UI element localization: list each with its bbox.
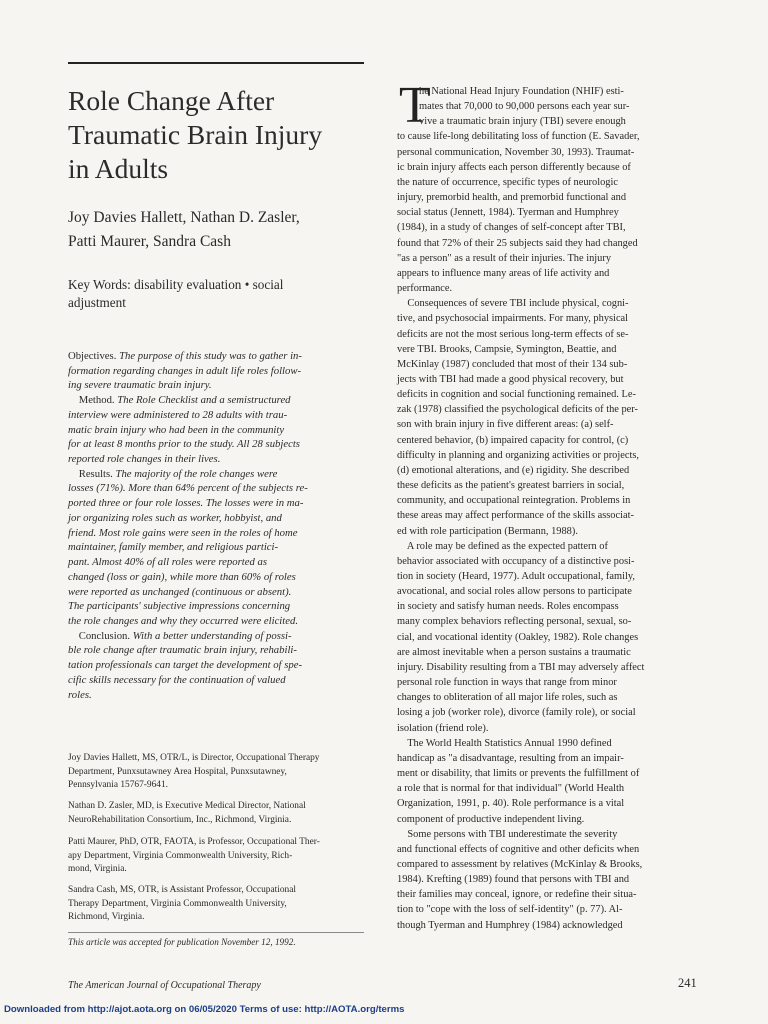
body-line: to cause life-long debilitating loss of function (E. Savader, [397, 131, 640, 143]
affiliation-cash [68, 884, 368, 925]
abstract-line: ported three or four role losses. The losses were in ma- [68, 497, 304, 510]
keywords-line: adjustment [68, 295, 126, 310]
affiliation-line: Joy Davies Hallett, MS, OTR/L, is Director, Occupational Therapy [68, 753, 320, 763]
accepted-note: This article was accepted for publication November 12, 1992. [68, 937, 296, 947]
body-line: appears to influence many areas of life activity and [397, 267, 610, 279]
affiliation-line: Nathan D. Zasler, MD, is Executive Medical Director, National [68, 801, 306, 811]
title-line: Role Change After [68, 85, 275, 116]
abstract-line: formation regarding changes in adult life roles follow- [68, 364, 302, 377]
drop-cap: T [399, 77, 431, 134]
body-line: centered behavior, (b) impaired capacity for control, (c) [397, 434, 629, 446]
body-line: behavior associated with occupancy of a distinctive posi- [397, 555, 635, 567]
body-line: Some persons with TBI underestimate the severity [397, 828, 618, 840]
author-line: Patti Maurer, Sandra Cash [68, 233, 231, 250]
keywords-line: Key Words: disability evaluation • social [68, 277, 284, 292]
abstract-line: were reported as unchanged (continuous or absent). [68, 585, 292, 598]
body-line: social status (Jennett, 1984). Tyerman and Humphrey [397, 207, 619, 219]
abstract-line: for at least 8 months prior to the study. All 28 subjects [68, 438, 300, 451]
affiliation-line: Pennsylvania 15767-9641. [68, 780, 168, 791]
abstract-line: Results. The majority of the role changes were [68, 467, 278, 480]
abstract-line: pant. Almost 40% of all roles were reported as [68, 556, 267, 569]
body-line: jects with TBI had made a good physical recovery, but [397, 373, 624, 385]
body-line: ic brain injury affects each person differently because of [397, 161, 631, 173]
abstract-line: losses (71%). More than 64% percent of the subjects re- [68, 482, 308, 495]
body-line: ed with role participation (Bermann, 1988). [397, 525, 578, 537]
body-line: personal role function in ways that range from minor [397, 677, 617, 689]
abstract [68, 349, 364, 702]
body-line: personal communication, November 30, 1993). Traumat- [397, 146, 635, 158]
affiliation-line: Richmond, Virginia. [68, 912, 145, 923]
affiliation-line: NeuroRehabilitation Consortium, Inc., Richmond, Virginia. [68, 814, 292, 825]
body-line: vere TBI. Brooks, Campsie, Symington, Beattie, and [397, 343, 617, 355]
affiliation-maurer [68, 836, 368, 877]
body-line: (d) emotional alterations, and (e) rigidity. She described [397, 464, 630, 476]
abstract-line: roles. [68, 688, 92, 701]
body-line: these areas may affect performance of the skills associat- [397, 510, 634, 522]
author-line: Joy Davies Hallett, Nathan D. Zasler, [68, 209, 300, 226]
body-line: avocational, and social roles allow persons to participate [397, 586, 632, 598]
body-line: though Tyerman and Humphrey (1984) acknowledged [397, 919, 623, 931]
author-list [68, 206, 368, 254]
body-line: (1984), in a study of changes of self-concept after TBI, [397, 222, 626, 234]
abstract-line: tation professionals can target the development of spe- [68, 659, 302, 672]
body-line: tion in society (Heard, 1977). Adult occupational, family, [397, 571, 635, 582]
journal-name: The American Journal of Occupational Therapy [68, 980, 261, 991]
body-line: these deficits as the patient's greatest barriers in social, [397, 480, 625, 492]
body-line: losing a job (worker role), divorce (family role), or social [397, 707, 636, 719]
body-text [397, 84, 699, 933]
body-line: tion to "cope with the loss of self-identity" (p. 77). Al- [397, 904, 623, 916]
key-words [68, 276, 368, 312]
body-line: many complex behaviors reflecting personal, sexual, so- [397, 616, 632, 628]
abstract-line: ing severe traumatic brain injury. [68, 379, 212, 392]
abstract-line: The participants' subjective impressions concerning [68, 600, 291, 613]
affiliation-line: apy Department, Virginia Commonwealth University, Rich- [68, 850, 293, 861]
affiliation-line: mond, Virginia. [68, 864, 127, 875]
body-line: The World Health Statistics Annual 1990 defined [397, 737, 612, 749]
body-line: ment or disability, that limits or prevents the fulfillment of [397, 768, 640, 780]
abstract-line: cific skills necessary for the continuation of valued [68, 673, 286, 686]
body-line: component of productive independent living. [397, 813, 585, 825]
body-line: are almost inevitable when a person sustains a traumatic [397, 646, 631, 658]
abstract-line: maintainer, family member, and religious partici- [68, 541, 279, 554]
body-line: vive a traumatic brain injury (TBI) severe enough [419, 116, 626, 128]
body-line: their families may conceal, ignore, or redefine their situa- [397, 889, 637, 901]
abstract-line: jor organizing roles such as worker, hobbyist, and [68, 511, 282, 524]
abstract-line: reported role changes in their lives. [68, 453, 221, 466]
body-line: injury. Disability resulting from a TBI may adversely affect [397, 661, 645, 673]
page-number: 241 [678, 976, 697, 990]
article-title [68, 84, 368, 186]
affiliation-zasler [68, 800, 368, 827]
body-line: mates that 70,000 to 90,000 persons each year sur- [419, 101, 630, 113]
title-rule [68, 62, 364, 64]
abstract-line: interview were administered to 28 adults with trau- [68, 408, 288, 421]
affiliation-line: Sandra Cash, MS, OTR, is Assistant Professor, Occupational [68, 885, 296, 895]
body-line: handicap as "a disadvantage, resulting from an impair- [397, 752, 624, 764]
body-line: 1984). Krefting (1989) found that persons with TBI and [397, 874, 630, 886]
body-line: "as a person" as a result of their injuries. The injury [397, 252, 612, 264]
body-line: a role that is normal for that individual" (World Health [397, 783, 625, 795]
affiliation-line: Patti Maurer, PhD, OTR, FAOTA, is Professor, Occupational Ther- [68, 837, 320, 847]
body-line: the nature of occurrence, specific types of neurologic [397, 176, 618, 188]
body-line: cial, and vocational identity (Oakley, 1982). Role changes [397, 631, 639, 643]
affiliation-line: Therapy Department, Virginia Commonwealth University, [68, 898, 287, 909]
download-notice: Downloaded from http://ajot.aota.org on 06/05/2020 Terms of use: http://AOTA.org/terms [4, 1004, 405, 1015]
body-line: community, and occupational reintegration. Problems in [397, 495, 631, 507]
abstract-line: friend. Most role gains were seen in the roles of home [68, 526, 298, 539]
title-line: in Adults [68, 153, 169, 184]
body-line: isolation (friend role). [397, 722, 489, 734]
abstract-line: the role changes and why they occurred were elicited. [68, 614, 299, 627]
body-line: A role may be defined as the expected pattern of [397, 540, 608, 552]
title-line: Traumatic Brain Injury [68, 119, 323, 150]
abstract-line: Conclusion. With a better understanding of possi- [68, 629, 292, 642]
affiliation-hallett [68, 752, 368, 793]
body-line: he National Head Injury Foundation (NHIF) esti- [419, 86, 624, 97]
abstract-line: Method. The Role Checklist and a semistructured [68, 394, 291, 407]
body-line: in society and satisfy human needs. Roles encompass [397, 601, 619, 613]
abstract-line: changed (loss or gain), while more than 60% of roles [68, 570, 296, 583]
body-line: zak (1978) classified the psychological deficits of the per- [397, 404, 638, 416]
body-line: difficulty in planning and organizing activities or projects, [397, 449, 640, 461]
body-line: deficits in cognition and social functioning remained. Le- [397, 389, 636, 401]
body-line: injury, premorbid health, and premorbid functional and [397, 192, 627, 204]
body-line: performance. [397, 283, 453, 295]
body-line: Organization, 1991, p. 40). Role performance is a vital [397, 798, 625, 810]
body-line: found that 72% of their 25 subjects said they had changed [397, 237, 638, 249]
accepted-rule [68, 932, 364, 933]
body-line: son with brain injury in five different areas: (a) self- [397, 419, 614, 431]
body-line: changes to obliteration of all major life roles, such as [397, 692, 618, 704]
abstract-line: Objectives. The purpose of this study was to gather in- [68, 350, 302, 362]
body-line: McKinlay (1987) concluded that most of their 134 sub- [397, 358, 628, 370]
body-line: tive, and psychosocial impairments. For many, physical [397, 313, 629, 325]
affiliation-line: Department, Punxsutawney Area Hospital, Punxsutawney, [68, 766, 287, 777]
body-line: deficits are not the most serious long-term effects of se- [397, 328, 629, 340]
abstract-line: matic brain injury who had been in the community [68, 423, 285, 436]
body-line: Consequences of severe TBI include physical, cogni- [397, 298, 629, 310]
body-line: compared to assessment by relatives (McKinlay & Brooks, [397, 858, 643, 870]
body-line: and functional effects of cognitive and other deficits when [397, 843, 640, 855]
abstract-line: ble role change after traumatic brain injury, rehabili- [68, 644, 297, 657]
